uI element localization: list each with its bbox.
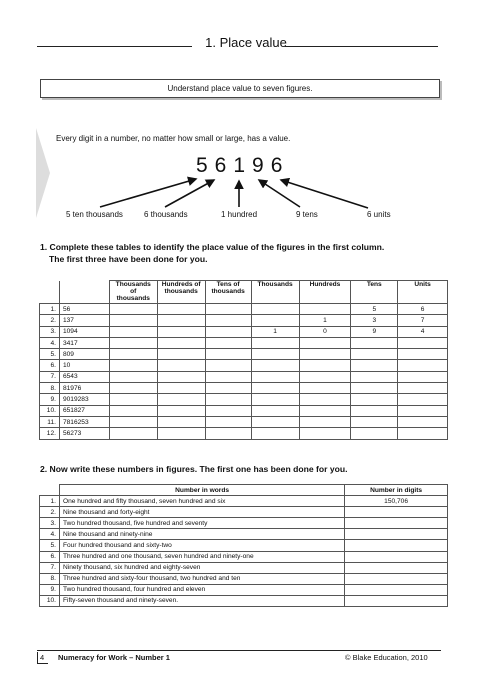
cell-tens[interactable] — [351, 416, 398, 427]
row-figure: 6543 — [59, 371, 109, 382]
cell-tens-of-thousands[interactable] — [205, 428, 251, 439]
row-figure: 10 — [59, 360, 109, 371]
table-row — [40, 405, 448, 416]
cell-units[interactable]: 7 — [398, 315, 448, 326]
cell-hundreds[interactable]: 1 — [299, 315, 351, 326]
col-hundreds: Hundreds — [299, 281, 351, 304]
footer-rule — [37, 650, 441, 651]
cell-thousands[interactable] — [251, 383, 299, 394]
table-row — [40, 562, 448, 573]
cell-units[interactable] — [398, 360, 448, 371]
cell-thousands[interactable] — [251, 360, 299, 371]
cell-hundreds-of-thousands[interactable] — [157, 416, 205, 427]
cell-units[interactable] — [398, 337, 448, 348]
cell-units[interactable] — [398, 383, 448, 394]
cell-tens-of-thousands[interactable] — [205, 416, 251, 427]
row-words: Two hundred thousand, five hundred and seventy — [59, 518, 344, 529]
cell-hundreds-of-thousands[interactable] — [157, 349, 205, 360]
cell-tens-of-thousands[interactable] — [205, 304, 251, 315]
col-thousands-of-thousands: Thousands of thousands — [109, 281, 157, 304]
row-number: 8. — [40, 573, 60, 584]
cell-thousands-of-thousands[interactable] — [109, 405, 157, 416]
col-hundreds-of-thousands: Hundreds of thousands — [157, 281, 205, 304]
row-digits[interactable] — [345, 529, 448, 540]
cell-thousands[interactable]: 1 — [251, 326, 299, 337]
cell-units[interactable] — [398, 405, 448, 416]
row-number: 9. — [40, 584, 60, 595]
page-title: 1. Place value — [205, 35, 287, 50]
table-row — [40, 304, 448, 315]
cell-thousands[interactable] — [251, 371, 299, 382]
cell-tens-of-thousands[interactable] — [205, 360, 251, 371]
cell-hundreds[interactable] — [299, 304, 351, 315]
table-row — [40, 573, 448, 584]
cell-thousands-of-thousands[interactable] — [109, 304, 157, 315]
cell-tens-of-thousands[interactable] — [205, 383, 251, 394]
cell-hundreds-of-thousands[interactable] — [157, 360, 205, 371]
cell-hundreds[interactable] — [299, 405, 351, 416]
row-figure: 651827 — [59, 405, 109, 416]
cell-tens[interactable] — [351, 349, 398, 360]
cell-thousands[interactable] — [251, 304, 299, 315]
cell-tens[interactable] — [351, 383, 398, 394]
row-words: Four hundred thousand and sixty-two — [59, 540, 344, 551]
cell-hundreds[interactable] — [299, 394, 351, 405]
cell-hundreds[interactable] — [299, 383, 351, 394]
col-number-in-words: Number in words — [59, 485, 344, 496]
cell-thousands[interactable] — [251, 315, 299, 326]
objective-box: Understand place value to seven figures. — [40, 79, 440, 98]
row-digits[interactable] — [345, 507, 448, 518]
cell-hundreds[interactable] — [299, 337, 351, 348]
cell-hundreds[interactable] — [299, 416, 351, 427]
row-number: 11. — [40, 416, 60, 427]
row-words: Three hundred and sixty-four thousand, two hundred and ten — [59, 573, 344, 584]
cell-thousands[interactable] — [251, 349, 299, 360]
cell-hundreds-of-thousands[interactable] — [157, 394, 205, 405]
cell-tens[interactable] — [351, 428, 398, 439]
row-number: 7. — [40, 371, 60, 382]
row-words: Fifty-seven thousand and ninety-seven. — [59, 595, 344, 606]
row-words: Ninety thousand, six hundred and eighty-seven — [59, 562, 344, 573]
row-number: 3. — [40, 518, 60, 529]
cell-tens-of-thousands[interactable] — [205, 326, 251, 337]
cell-hundreds-of-thousands[interactable] — [157, 405, 205, 416]
table2-header-row — [40, 485, 448, 496]
row-number: 1. — [40, 304, 60, 315]
label-thousands: 6 thousands — [144, 210, 188, 219]
table-row — [40, 337, 448, 348]
cell-units[interactable] — [398, 428, 448, 439]
row-number: 1. — [40, 496, 60, 507]
copyright: © Blake Education, 2010 — [345, 653, 428, 662]
cell-tens[interactable] — [351, 405, 398, 416]
cell-thousands-of-thousands[interactable] — [109, 371, 157, 382]
row-figure: 9019283 — [59, 394, 109, 405]
cell-thousands-of-thousands[interactable] — [109, 416, 157, 427]
cell-thousands[interactable] — [251, 428, 299, 439]
cell-thousands[interactable] — [251, 405, 299, 416]
row-words: Nine thousand and ninety-nine — [59, 529, 344, 540]
row-digits[interactable] — [345, 518, 448, 529]
row-number: 9. — [40, 394, 60, 405]
numbers-in-words-table — [39, 484, 448, 607]
cell-hundreds-of-thousands[interactable] — [157, 371, 205, 382]
cell-thousands-of-thousands[interactable] — [109, 326, 157, 337]
cell-hundreds[interactable] — [299, 360, 351, 371]
cell-units[interactable] — [398, 371, 448, 382]
row-number: 10. — [40, 595, 60, 606]
row-digits[interactable] — [345, 584, 448, 595]
row-number: 6. — [40, 360, 60, 371]
cell-hundreds-of-thousands[interactable] — [157, 428, 205, 439]
cell-tens[interactable] — [351, 371, 398, 382]
cell-tens-of-thousands[interactable] — [205, 371, 251, 382]
row-figure: 81976 — [59, 383, 109, 394]
cell-thousands-of-thousands[interactable] — [109, 315, 157, 326]
row-words: Two hundred thousand, four hundred and eleven — [59, 584, 344, 595]
cell-tens-of-thousands[interactable] — [205, 349, 251, 360]
table-row — [40, 371, 448, 382]
cell-hundreds[interactable]: 0 — [299, 326, 351, 337]
table-row — [40, 496, 448, 507]
cell-hundreds-of-thousands[interactable] — [157, 383, 205, 394]
intro-text: Every digit in a number, no matter how small or large, has a value. — [56, 134, 291, 143]
row-digits[interactable] — [345, 573, 448, 584]
cell-hundreds[interactable] — [299, 371, 351, 382]
row-figure: 3417 — [59, 337, 109, 348]
row-figure: 7816253 — [59, 416, 109, 427]
col-number-in-digits: Number in digits — [345, 485, 448, 496]
row-number: 5. — [40, 349, 60, 360]
label-ten-thousands: 5 ten thousands — [66, 210, 123, 219]
label-units: 6 units — [367, 210, 391, 219]
table-header-row — [40, 281, 448, 304]
cell-thousands-of-thousands[interactable] — [109, 360, 157, 371]
row-number: 4. — [40, 529, 60, 540]
table-row — [40, 540, 448, 551]
row-words: Three hundred and one thousand, seven hundred and ninety-one — [59, 551, 344, 562]
cell-thousands-of-thousands[interactable] — [109, 337, 157, 348]
cell-thousands-of-thousands[interactable] — [109, 394, 157, 405]
question-1-line2: The first three have been done for you. — [49, 254, 208, 264]
cell-hundreds-of-thousands[interactable] — [157, 304, 205, 315]
col-units: Units — [398, 281, 448, 304]
table-row — [40, 383, 448, 394]
row-number: 2. — [40, 507, 60, 518]
cell-hundreds-of-thousands[interactable] — [157, 326, 205, 337]
cell-thousands[interactable] — [251, 337, 299, 348]
cell-tens-of-thousands[interactable] — [205, 405, 251, 416]
table-row — [40, 584, 448, 595]
cell-tens[interactable] — [351, 337, 398, 348]
row-words: Nine thousand and forty-eight — [59, 507, 344, 518]
cell-units[interactable] — [398, 394, 448, 405]
cell-hundreds-of-thousands[interactable] — [157, 315, 205, 326]
row-number: 10. — [40, 405, 60, 416]
row-figure: 1094 — [59, 326, 109, 337]
cell-thousands[interactable] — [251, 394, 299, 405]
cell-thousands[interactable] — [251, 416, 299, 427]
table-row — [40, 360, 448, 371]
cell-tens[interactable]: 5 — [351, 304, 398, 315]
question-1 — [40, 241, 384, 265]
table-row — [40, 529, 448, 540]
row-number: 2. — [40, 315, 60, 326]
row-number: 6. — [40, 551, 60, 562]
cell-tens-of-thousands[interactable] — [205, 315, 251, 326]
row-digits[interactable] — [345, 551, 448, 562]
table-row — [40, 551, 448, 562]
row-number: 8. — [40, 383, 60, 394]
row-words: One hundred and fifty thousand, seven hundred and six — [59, 496, 344, 507]
col-tens: Tens — [351, 281, 398, 304]
cell-hundreds[interactable] — [299, 349, 351, 360]
example-number: 56196 — [196, 154, 290, 177]
cell-tens-of-thousands[interactable] — [205, 337, 251, 348]
row-figure: 809 — [59, 349, 109, 360]
cell-tens[interactable] — [351, 360, 398, 371]
row-digits[interactable] — [345, 562, 448, 573]
page-number: 4 — [40, 653, 45, 662]
row-number: 5. — [40, 540, 60, 551]
col-thousands: Thousands — [251, 281, 299, 304]
row-figure: 56 — [59, 304, 109, 315]
label-hundreds: 1 hundred — [221, 210, 258, 219]
row-figure: 137 — [59, 315, 109, 326]
book-title: Numeracy for Work – Number 1 — [58, 653, 170, 662]
col-tens-of-thousands: Tens of thousands — [205, 281, 251, 304]
row-number: 12. — [40, 428, 60, 439]
cell-thousands-of-thousands[interactable] — [109, 349, 157, 360]
row-number: 3. — [40, 326, 60, 337]
cell-thousands-of-thousands[interactable] — [109, 383, 157, 394]
row-digits[interactable]: 150,706 — [345, 496, 448, 507]
row-digits[interactable] — [345, 595, 448, 606]
table-row — [40, 394, 448, 405]
row-figure: 56273 — [59, 428, 109, 439]
table-row — [40, 326, 448, 337]
row-digits[interactable] — [345, 540, 448, 551]
cell-hundreds[interactable] — [299, 428, 351, 439]
cell-units[interactable] — [398, 416, 448, 427]
cell-tens[interactable]: 3 — [351, 315, 398, 326]
table-row — [40, 315, 448, 326]
cell-thousands-of-thousands[interactable] — [109, 428, 157, 439]
row-number: 7. — [40, 562, 60, 573]
table-row — [40, 349, 448, 360]
place-value-table — [39, 280, 448, 440]
table-row — [40, 428, 448, 439]
table-row — [40, 595, 448, 606]
question-1-line1: 1. Complete these tables to identify the place value of the figures in the first column. — [40, 242, 385, 252]
table-row — [40, 518, 448, 529]
cell-tens[interactable] — [351, 394, 398, 405]
row-number: 4. — [40, 337, 60, 348]
table-row — [40, 416, 448, 427]
cell-tens-of-thousands[interactable] — [205, 394, 251, 405]
question-2: 2. Now write these numbers in figures. The first one has been done for you. — [40, 464, 348, 474]
cell-hundreds-of-thousands[interactable] — [157, 337, 205, 348]
cell-tens[interactable]: 9 — [351, 326, 398, 337]
table-row — [40, 507, 448, 518]
cell-units[interactable]: 6 — [398, 304, 448, 315]
label-tens: 9 tens — [296, 210, 318, 219]
cell-units[interactable]: 4 — [398, 326, 448, 337]
cell-units[interactable] — [398, 349, 448, 360]
